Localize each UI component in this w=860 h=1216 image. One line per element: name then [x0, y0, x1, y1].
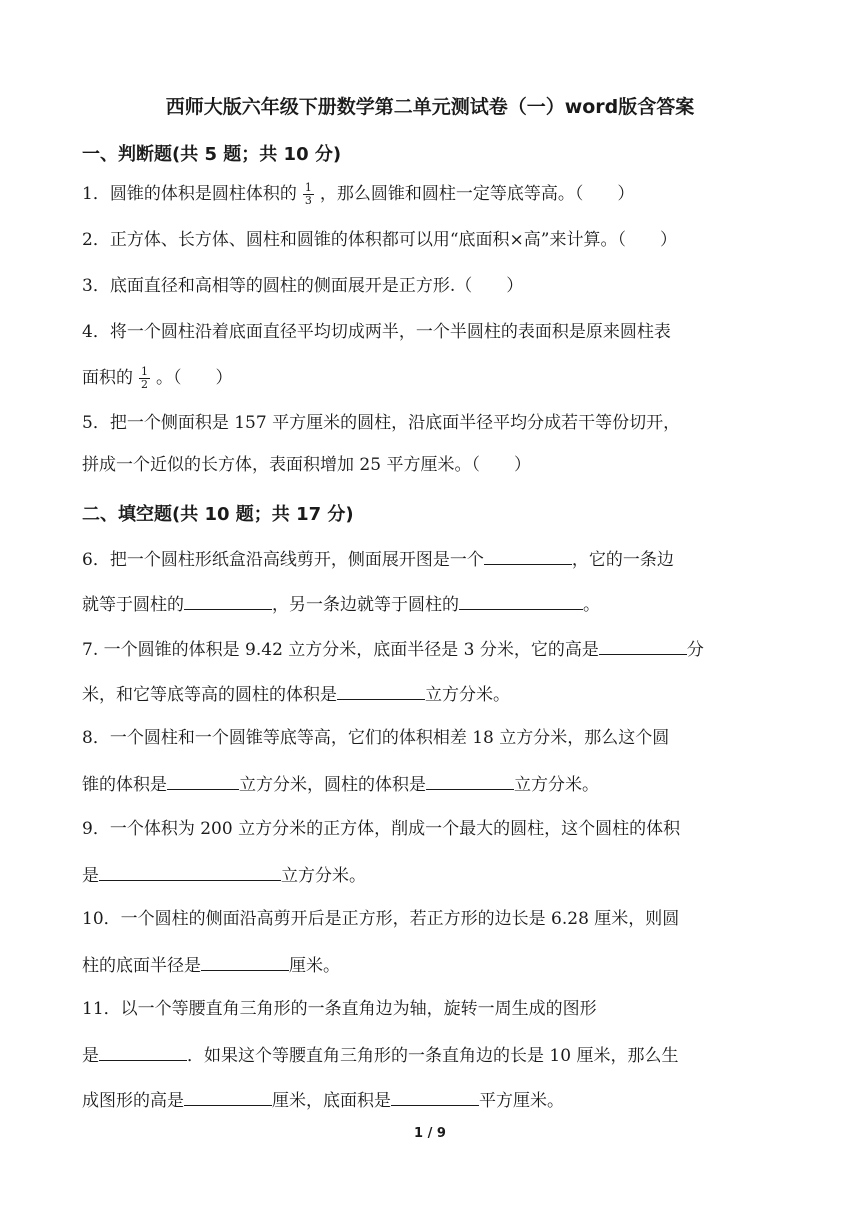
page-number: 1 / 9 [414, 1126, 446, 1141]
question-6-text: 。 [583, 595, 600, 615]
question-6-text: ，另一条边就等于圆柱的 [272, 595, 459, 615]
question-1-text-end: ，那么圆锥和圆柱一定等底等高。（ ） [319, 184, 635, 204]
question-11-text: 成图形的高是 [82, 1091, 184, 1111]
question-1-text: 1．圆锥的体积是圆柱体积的 [82, 184, 297, 204]
question-11-text: 平方厘米。 [479, 1091, 564, 1111]
answer-blank[interactable] [201, 952, 289, 971]
section-heading-fill-in: 二、填空题(共 10 题；共 17 分) [82, 504, 354, 525]
answer-blank[interactable] [337, 681, 425, 700]
question-8-line-2 [82, 771, 599, 797]
fraction-one-third [303, 182, 314, 207]
answer-blank[interactable] [167, 771, 239, 790]
question-6-line-1 [82, 546, 674, 572]
question-10-line-1: 10．一个圆柱的侧面沿高剪开后是正方形，若正方形的边长是 6.28 厘米，则圆 [82, 909, 680, 929]
question-11-text: 厘米，底面积是 [272, 1091, 391, 1111]
answer-blank[interactable] [484, 546, 572, 565]
question-8-text: 立方分米，圆柱的体积是 [239, 775, 426, 795]
question-8-line-1: 8．一个圆柱和一个圆锥等底等高，它们的体积相差 18 立方分米，那么这个圆 [82, 728, 670, 748]
question-7-line-1 [82, 636, 704, 662]
question-7-text: 分 [686, 640, 704, 660]
question-11-text: 是 [82, 1046, 99, 1066]
answer-blank[interactable] [184, 591, 272, 610]
answer-blank[interactable] [99, 1042, 187, 1061]
question-5-line-2: 拼成一个近似的长方体，表面积增加 25 平方厘米。（ ） [82, 455, 531, 475]
fraction-denominator: 2 [141, 378, 148, 391]
answer-blank[interactable] [99, 862, 281, 881]
answer-blank[interactable] [426, 771, 514, 790]
question-11-line-2 [82, 1042, 678, 1068]
answer-blank[interactable] [391, 1087, 479, 1106]
question-9-line-1: 9．一个体积为 200 立方分米的正方体，削成一个最大的圆柱，这个圆柱的体积 [82, 819, 681, 839]
question-3: 3．底面直径和高相等的圆柱的侧面展开是正方形.（ ） [82, 276, 524, 296]
question-6-text: 就等于圆柱的 [82, 595, 184, 615]
question-5-line-1: 5．把一个侧面积是 157 平方厘米的圆柱，沿底面半径平均分成若干等份切开， [82, 413, 681, 433]
question-7-text: 7. 一个圆锥的体积是 9.42 立方分米，底面半径是 3 分米，它的高是 [82, 640, 599, 660]
question-7-text: 米，和它等底等高的圆柱的体积是 [82, 685, 337, 705]
section-heading-judgement: 一、判断题(共 5 题；共 10 分) [82, 144, 342, 165]
document-title: 西师大版六年级下册数学第二单元测试卷（一）word版含答案 [165, 96, 695, 118]
question-8-text: 立方分米。 [514, 775, 599, 795]
question-4-line-1: 4．将一个圆柱沿着底面直径平均切成两半，一个半圆柱的表面积是原来圆柱表 [82, 322, 671, 342]
question-10-text: 柱的底面半径是 [82, 956, 201, 976]
question-4-line-2 [82, 366, 233, 391]
question-9-text: 是 [82, 866, 99, 886]
question-11-text: ．如果这个等腰直角三角形的一条直角边的长是 10 厘米，那么生 [187, 1046, 679, 1066]
answer-blank[interactable] [599, 636, 687, 655]
fraction-one-half [139, 366, 150, 391]
answer-blank[interactable] [459, 591, 583, 610]
question-4-text: 面积的 [82, 368, 133, 388]
answer-blank[interactable] [184, 1087, 272, 1106]
question-2: 2．正方体、长方体、圆柱和圆锥的体积都可以用“底面积×高”来计算。（ ） [82, 230, 677, 250]
question-8-text: 锥的体积是 [82, 775, 167, 795]
question-9-line-2 [82, 862, 366, 888]
fraction-numerator: 1 [304, 181, 312, 194]
question-6-line-2 [82, 591, 600, 617]
question-4-text-end: 。（ ） [156, 368, 233, 388]
question-9-text: 立方分米。 [281, 866, 366, 886]
question-7-line-2 [82, 681, 510, 707]
question-11-line-3 [82, 1087, 564, 1113]
question-6-text: 6．把一个圆柱形纸盒沿高线剪开，侧面展开图是一个 [82, 550, 484, 570]
question-10-line-2 [82, 952, 340, 978]
question-10-text: 厘米。 [289, 956, 340, 976]
question-11-line-1: 11．以一个等腰直角三角形的一条直角边为轴，旋转一周生成的图形 [82, 999, 597, 1019]
question-6-text: ，它的一条边 [571, 550, 674, 570]
question-1 [82, 182, 634, 207]
fraction-numerator: 1 [141, 365, 148, 378]
fraction-denominator: 3 [304, 194, 312, 207]
question-7-text: 立方分米。 [425, 685, 510, 705]
